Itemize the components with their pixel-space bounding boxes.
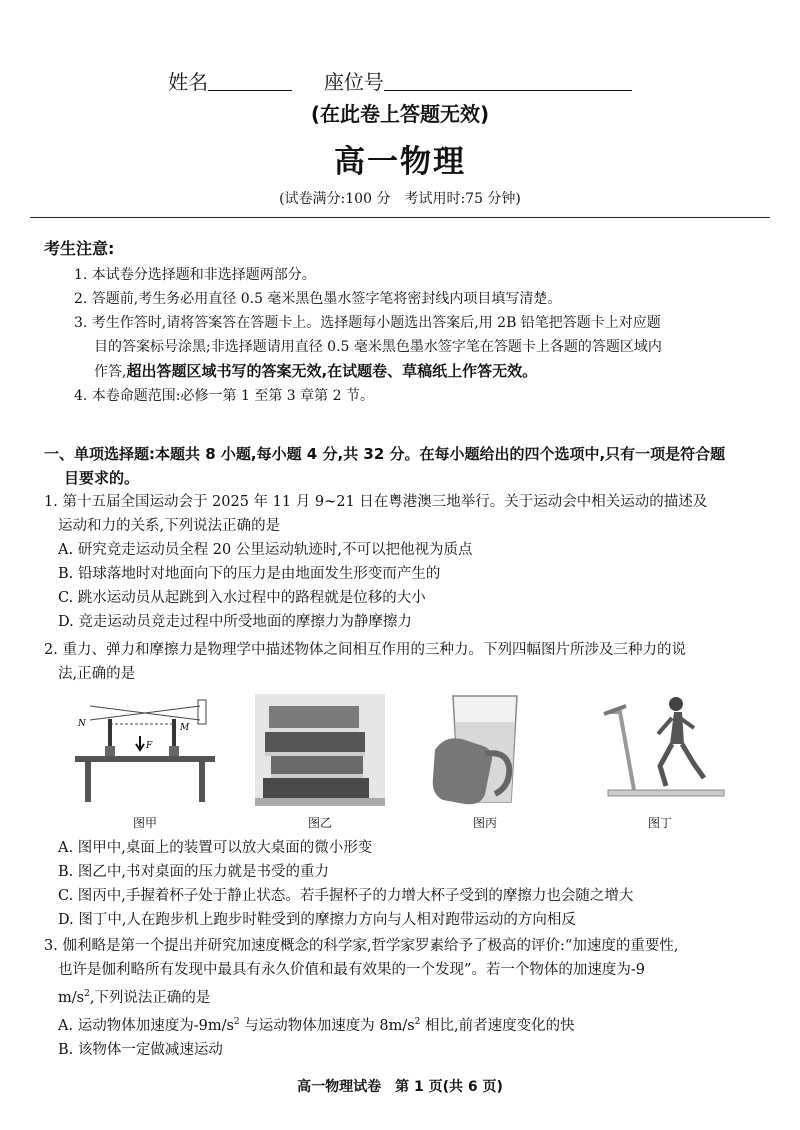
unit-sup: 2 (84, 989, 90, 999)
question-stem: 1. 第十五届全国运动会于 2025 年 11 月 9~21 日在粤港澳三地举行。关于运动会中相关运动的描述及 (44, 494, 708, 510)
option-a[interactable] (44, 1010, 760, 1038)
attention-list (74, 263, 754, 408)
stem-text: ,下列说法正确的是 (89, 989, 211, 1006)
question-stem: 2. 重力、弹力和摩擦力是物理学中描述物体之间相互作用的三种力。下列四幅图片所涉及三种力的说 (44, 642, 686, 658)
option-text: A. 运动物体加速度为-9m/s (58, 1017, 234, 1034)
section-heading (44, 442, 760, 490)
treadmill-illustration (590, 694, 730, 806)
option-b[interactable]: B. 图乙中,书对桌面的压力就是书受的重力 (58, 864, 329, 880)
option-d[interactable]: D. 竞走运动员竞走过程中所受地面的摩擦力为静摩擦力 (58, 614, 412, 630)
attention-item: 1. 本试卷分选择题和非选择题两部分。 (74, 267, 316, 283)
name-label: 姓名 (168, 70, 209, 94)
name-blank[interactable] (208, 72, 292, 91)
label-m: M (180, 723, 190, 733)
option-c[interactable]: C. 图丙中,手握着杯子处于静止状态。若手握杯子的力增大杯子受到的摩擦力也会随之增大 (58, 888, 634, 904)
attention-item: 3. 考生作答时,请将答案答在答题卡上。选择题每小题选出答案后,用 2B 铅笔把答题卡上对应题 (74, 315, 661, 331)
attention-item-cont: 目的答案标号涂黑;非选择题请用直径 0.5 毫米黑色墨水签字笔在答题卡上各题的答题区域内 (94, 339, 662, 355)
question-2-stem (44, 638, 760, 686)
question-stem: 法,正确的是 (58, 666, 136, 682)
cup-in-hand-illustration (425, 694, 545, 806)
figure-bing (425, 694, 545, 831)
seat-blank[interactable] (384, 72, 632, 91)
figure-caption: 图甲 (132, 816, 157, 830)
option-b[interactable]: B. 铅球落地时对地面向下的压力是由地面发生形变而产生的 (58, 566, 441, 582)
question-1 (44, 490, 760, 634)
page-footer: 高一物理试卷 第 1 页(共 6 页) (297, 1079, 503, 1095)
figure-jia (70, 694, 220, 831)
figure-yi (250, 694, 390, 831)
books-illustration (255, 694, 385, 806)
unit-sup: 2 (233, 1016, 240, 1027)
option-c[interactable]: C. 跳水运动员从起跳到入水过程中的路程就是位移的大小 (58, 590, 426, 606)
unit-sup: 2 (414, 1016, 421, 1027)
attention-title: 考生注意: (44, 239, 115, 258)
section-line: 一、单项选择题:本题共 8 小题,每小题 4 分,共 32 分。在每小题给出的四个选项中,只有一项是符合题 (44, 445, 726, 463)
attention-item: 4. 本卷命题范围:必修一第 1 至第 3 章第 2 节。 (74, 388, 374, 404)
option-a[interactable]: A. 研究竞走运动员全程 20 公里运动轨迹时,不可以把他视为质点 (58, 542, 473, 558)
seat-label: 座位号 (323, 70, 384, 94)
exam-info: (试卷满分:100 分 考试用时:75 分钟) (279, 191, 521, 207)
header-divider (30, 217, 770, 218)
question-stem: 运动和力的关系,下列说法正确的是 (58, 518, 281, 534)
option-text: 与运动物体加速度为 8m/s (239, 1017, 415, 1034)
figure-caption: 图丁 (647, 816, 672, 830)
question-stem (44, 982, 760, 1010)
section-line: 目要求的。 (64, 469, 140, 487)
unit-text: m/s (58, 989, 85, 1006)
question-2-options (44, 836, 760, 932)
optical-lever-illustration (70, 694, 220, 806)
attention-text: 作答, (94, 364, 127, 380)
question-stem: 也许是伽利略所有发现中最具有永久价值和最有效果的一个发现”。若一个物体的加速度为-9 (58, 962, 646, 978)
label-f: F (146, 741, 153, 751)
figure-caption: 图丙 (472, 816, 497, 830)
page-title: 高一物理 (334, 144, 466, 180)
name-seat-line (0, 66, 800, 95)
invalid-notice: (在此卷上答题无效) (310, 102, 490, 126)
option-text: 相比,前者速度变化的快 (420, 1017, 575, 1034)
figure-ding (590, 694, 730, 831)
option-a[interactable]: A. 图甲中,桌面上的装置可以放大桌面的微小形变 (58, 840, 373, 856)
attention-item: 2. 答题前,考生务必用直径 0.5 毫米黑色墨水签字笔将密封线内项目填写清楚。 (74, 291, 562, 307)
question-3 (44, 934, 760, 1062)
option-b[interactable]: B. 该物体一定做减速运动 (58, 1041, 223, 1058)
option-d[interactable]: D. 图丁中,人在跑步机上跑步时鞋受到的摩擦力方向与人相对跑带运动的方向相反 (58, 912, 576, 928)
question-stem: 3. 伽利略是第一个提出并研究加速度概念的科学家,哲学家罗素给予了极高的评价:“加速度的重要性, (44, 938, 679, 954)
attention-item-cont (74, 359, 754, 384)
figure-caption: 图乙 (307, 816, 332, 830)
figure-row (60, 694, 760, 834)
attention-emphasis: 超出答题区域书写的答案无效,在试题卷、草稿纸上作答无效。 (126, 362, 538, 380)
label-n: N (78, 719, 86, 729)
